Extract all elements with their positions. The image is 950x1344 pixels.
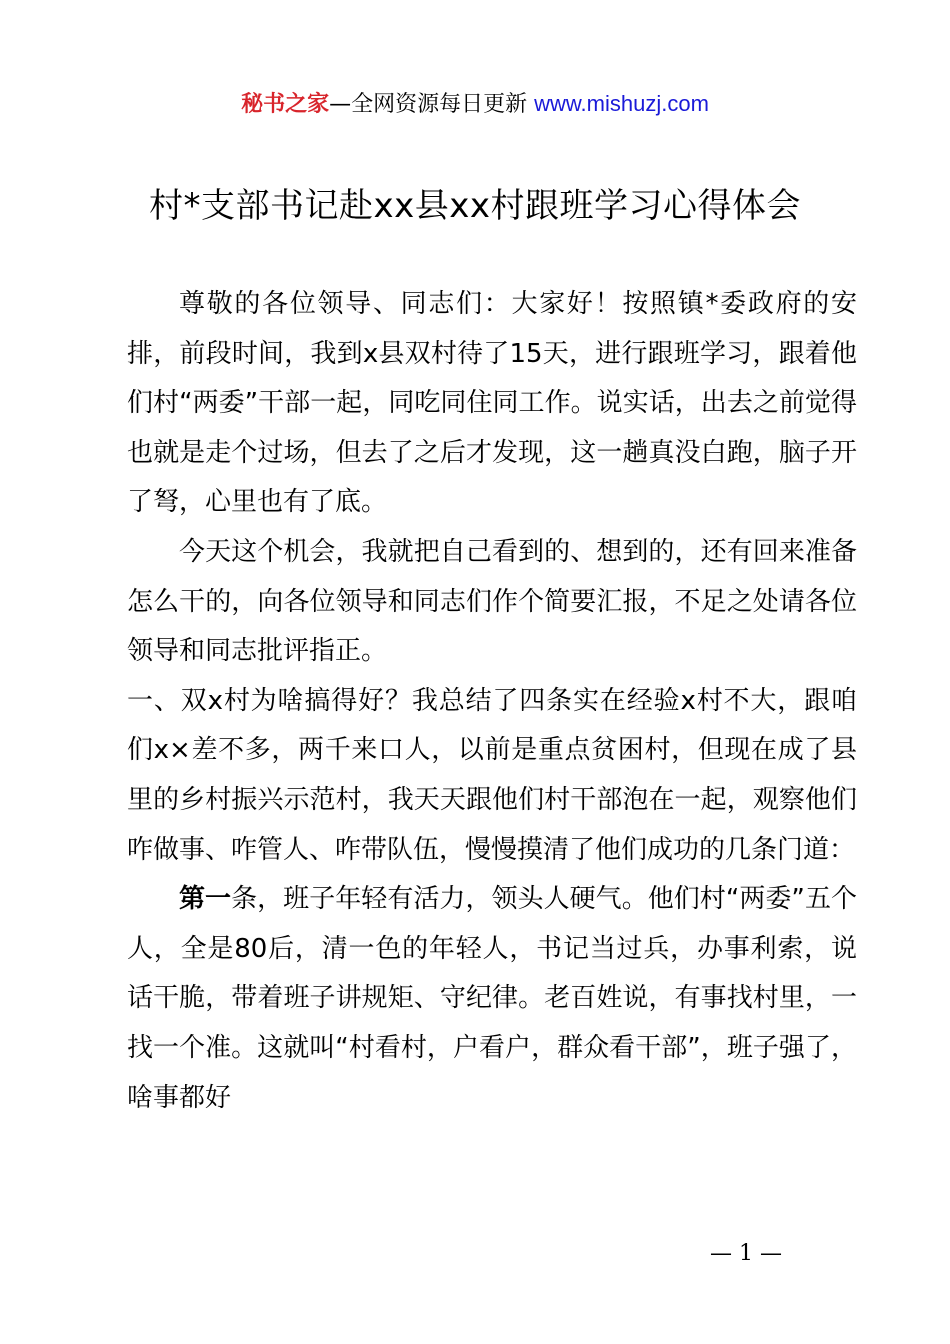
section-heading-one: 一、双x村为啥搞得好？我总结了四条实在经验x村不大，跟咱们x×差不多，两千来口人，以前是重点贫困村，但现在成了县里的乡村振兴示范村，我天天跟他们村干部泡在一起，观察他们咋做事、咋管人、咋带队伍，慢慢摸清了他们成功的几条门道： [127, 685, 857, 865]
header-tagline: —全网资源每日更新 [329, 92, 535, 117]
site-header [0, 86, 950, 123]
page-number [0, 1238, 950, 1270]
point-lead: 第一 [179, 884, 232, 915]
paragraph-greeting: 尊敬的各位领导、同志们：大家好！按照镇*委政府的安排，前段时间，我到x县双村待了15天，进行跟班学习，跟着他们村“两委”干部一起，同吃同住同工作。说实话，出去之前觉得也就是走个过场，但去了之后才发现，这一趟真没白跑，脑子开了弩，心里也有了底。 [127, 289, 857, 518]
site-url-link[interactable]: www.mishuzj.com [534, 91, 709, 116]
document-title: 村*支部书记赴xx县xx村跟班学习心得体会 [149, 186, 801, 226]
point-one-text: 条，班子年轻有活力，领头人硬气。他们村“两委”五个人，全是80后，清一色的年轻人，书记当过兵，办事利索，说话干脆，带着班子讲规矩、守纪律。老百姓说，有事找村里，一找一个准。这就叫“村看村，户看户，群众看干部”，班子强了，啥事都好 [127, 884, 857, 1113]
paragraph-intro: 今天这个机会，我就把自己看到的、想到的，还有回来准备怎么干的，向各位领导和同志们作个简要汇报，不足之处请各位领导和同志批评指正。 [127, 536, 857, 667]
brand-name: 秘书之家 [241, 92, 330, 117]
document-body [127, 280, 857, 1123]
paragraph-point-one [127, 875, 857, 1123]
page-number-text: — 1 — [710, 1241, 782, 1266]
